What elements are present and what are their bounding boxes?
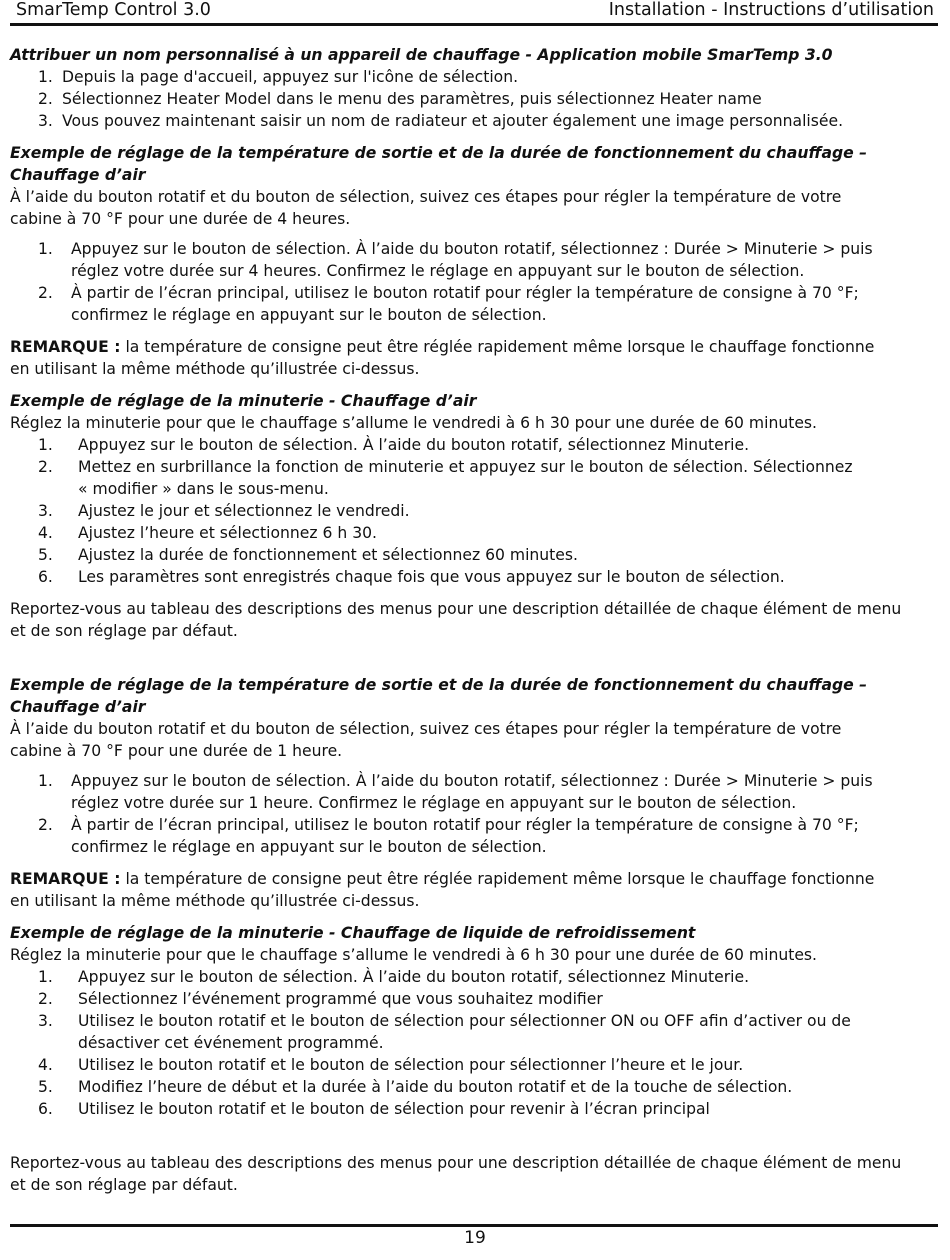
- steps-list: [10, 66, 930, 132]
- list-item: 1. Appuyez sur le bouton de sélection. À l’aide du bouton rotatif, sélectionnez : Durée > Minuterie > puis réglez votre durée sur 1 heure. Confirmez le réglage en appuyant sur le bouton de sélection.: [38, 772, 873, 812]
- list-item: 6. Les paramètres sont enregistrés chaque fois que vous appuyez sur le bouton de sélection.: [38, 568, 785, 586]
- list-item: 6. Utilisez le bouton rotatif et le bouton de sélection pour revenir à l’écran principal: [38, 1100, 710, 1118]
- section-custom-heater-name: [10, 44, 930, 132]
- page-number: 19: [464, 1228, 486, 1248]
- section-heading: Exemple de réglage de la température de sortie et de la durée de fonctionnement du chauffage – Chauffage d’air: [10, 676, 867, 716]
- list-item: 3. Ajustez le jour et sélectionnez le vendredi.: [38, 502, 410, 520]
- item-text: À partir de l’écran principal, utilisez le bouton rotatif pour régler la température de consigne à 70 °F; confirmez le réglage en appuyant sur le bouton de sélection.: [71, 284, 859, 324]
- page-header: [10, 0, 936, 23]
- reference-note: Reportez-vous au tableau des descriptions des menus pour une description détaillée de chaque élément de menu et de son réglage par défaut.: [10, 1154, 902, 1194]
- reference-note: Reportez-vous au tableau des descriptions des menus pour une description détaillée de chaque élément de menu et de son réglage par défaut.: [10, 600, 902, 640]
- item-number: 1.: [38, 68, 53, 86]
- list-item: 4. Utilisez le bouton rotatif et le bouton de sélection pour sélectionner l’heure et le jour.: [38, 1056, 744, 1074]
- list-item: 1. Appuyez sur le bouton de sélection. À l’aide du bouton rotatif, sélectionnez Minuterie.: [38, 968, 750, 986]
- note-label: REMARQUE :: [10, 870, 121, 888]
- note-paragraph: REMARQUE : la température de consigne peut être réglée rapidement même lorsque le chauffage fonctionne en utilisant la même méthode qu’illustrée ci-dessus.: [10, 338, 875, 378]
- header-rule: [10, 23, 938, 26]
- list-item: 2. À partir de l’écran principal, utilisez le bouton rotatif pour régler la température de consigne à 70 °F; confirmez le réglage en appuyant sur le bouton de sélection.: [38, 816, 859, 856]
- item-number: 3.: [38, 112, 53, 130]
- list-item: 4. Ajustez l’heure et sélectionnez 6 h 30.: [38, 524, 378, 542]
- item-number: 1.: [38, 240, 53, 258]
- section-coolant-heater-timer: [10, 922, 930, 1196]
- list-item: [38, 66, 930, 88]
- note-label: REMARQUE :: [10, 338, 121, 356]
- footer-rule: [10, 1224, 938, 1227]
- section-intro: Réglez la minuterie pour que le chauffage s’allume le vendredi à 6 h 30 pour une durée de 60 minutes.: [10, 946, 817, 964]
- item-number: 2.: [38, 90, 53, 108]
- section-air-heater-temp-duration: [10, 142, 930, 380]
- steps-list: [10, 238, 930, 326]
- steps-list: [10, 434, 930, 588]
- list-item: 2. Sélectionnez l’événement programmé que vous souhaitez modifier: [38, 990, 603, 1008]
- list-item: [38, 282, 930, 326]
- section-heading: Exemple de réglage de la minuterie - Chauffage de liquide de refroidissement: [10, 924, 696, 942]
- section-heading: Attribuer un nom personnalisé à un appareil de chauffage - Application mobile SmarTemp 3.0: [10, 46, 833, 64]
- list-item: 5. Ajustez la durée de fonctionnement et sélectionnez 60 minutes.: [38, 546, 578, 564]
- steps-list: [10, 966, 930, 1120]
- list-item: [38, 110, 930, 132]
- item-text: Appuyez sur le bouton de sélection. À l’aide du bouton rotatif, sélectionnez : Durée > Minuterie > puis réglez votre durée sur 4 heures. Confirmez le réglage en appuyant sur le bouton de sélection.: [71, 240, 873, 280]
- list-item: 5. Modifiez l’heure de début et la durée à l’aide du bouton rotatif et de la touche de sélection.: [38, 1078, 793, 1096]
- section-intro: À l’aide du bouton rotatif et du bouton de sélection, suivez ces étapes pour régler la température de votre cabine à 70 °F pour une durée de 4 heures.: [10, 188, 842, 228]
- section-heading: Exemple de réglage de la température de sortie et de la durée de fonctionnement du chauffage – Chauffage d’air: [10, 144, 867, 184]
- list-item: [38, 88, 930, 110]
- page-content: [10, 44, 930, 1196]
- list-item: 1. Appuyez sur le bouton de sélection. À l’aide du bouton rotatif, sélectionnez Minuterie.: [38, 436, 750, 454]
- item-text: Sélectionnez Heater Model dans le menu des paramètres, puis sélectionnez Heater name: [62, 90, 762, 108]
- item-text: Vous pouvez maintenant saisir un nom de radiateur et ajouter également une image personnalisée.: [62, 112, 844, 130]
- note-paragraph: REMARQUE : la température de consigne peut être réglée rapidement même lorsque le chauffage fonctionne en utilisant la même méthode qu’illustrée ci-dessus.: [10, 870, 875, 910]
- section-intro: À l’aide du bouton rotatif et du bouton de sélection, suivez ces étapes pour régler la température de votre cabine à 70 °F pour une durée de 1 heure.: [10, 720, 842, 760]
- header-product-name: SmarTemp Control 3.0: [16, 0, 211, 20]
- list-item: 3. Utilisez le bouton rotatif et le bouton de sélection pour sélectionner ON ou OFF afin d’activer ou de désactiver cet événement programmé.: [38, 1012, 851, 1052]
- item-text: Depuis la page d'accueil, appuyez sur l'icône de sélection.: [62, 68, 519, 86]
- item-number: 2.: [38, 284, 53, 302]
- section-heading: Exemple de réglage de la minuterie - Chauffage d’air: [10, 392, 477, 410]
- section-air-heater-temp-duration-2: [10, 674, 930, 912]
- list-item: [38, 238, 930, 282]
- list-item: 2. Mettez en surbrillance la fonction de minuterie et appuyez sur le bouton de sélection. Sélectionnez « modifier » dans le sous-menu.: [38, 458, 853, 498]
- section-intro: Réglez la minuterie pour que le chauffage s’allume le vendredi à 6 h 30 pour une durée de 60 minutes.: [10, 414, 817, 432]
- steps-list: [10, 770, 930, 858]
- header-section-name: Installation - Instructions d’utilisation: [608, 0, 934, 20]
- section-air-heater-timer: [10, 390, 930, 642]
